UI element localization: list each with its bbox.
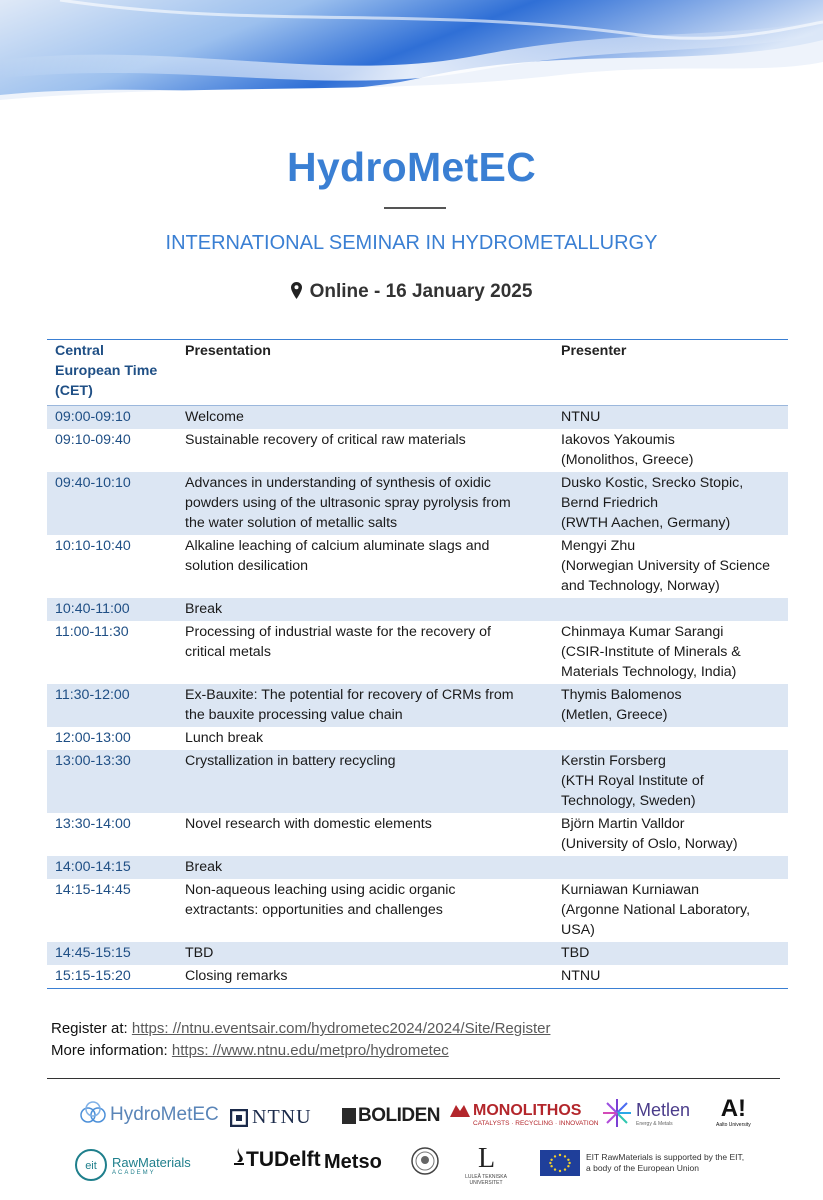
academy-text: ACADEMY <box>112 1169 156 1176</box>
registration-links <box>51 1018 550 1062</box>
row-time: 10:40-11:00 <box>55 601 130 617</box>
row-presenter: Thymis Balomenos (Metlen, Greece) <box>561 687 682 723</box>
row-presentation: Ex-Bauxite: The potential for recovery of CRMs from the bauxite processing value chain <box>185 687 514 723</box>
table-row <box>47 965 788 988</box>
row-presenter: TBD <box>561 945 590 961</box>
row-presentation: Lunch break <box>185 730 264 746</box>
row-time: 13:30-14:00 <box>55 816 131 832</box>
register-link[interactable]: https: //ntnu.eventsair.com/hydrometec2024/2024/Site/Register <box>131 1020 551 1037</box>
tudelft-logo-text: TUDelft <box>246 1148 321 1171</box>
tudelft-flame-icon <box>232 1148 246 1172</box>
monolithos-tagline: CATALYSTS · RECYCLING · INNOVATION <box>473 1120 599 1127</box>
row-presentation: Break <box>185 859 223 875</box>
row-presenter: Kerstin Forsberg (KTH Royal Institute of Technology, Sweden) <box>561 753 704 809</box>
table-row <box>47 879 788 942</box>
table-row <box>47 727 788 750</box>
hydrometec-rings-icon <box>78 1100 108 1130</box>
boliden-logo-text: BOLIDEN <box>358 1105 440 1126</box>
row-time: 12:00-13:00 <box>55 730 131 746</box>
row-presentation: Closing remarks <box>185 968 288 984</box>
ntnu-mark-icon <box>230 1109 248 1127</box>
table-row <box>47 535 788 598</box>
lulea-logo <box>456 1144 516 1186</box>
boliden-mark-icon <box>342 1108 356 1124</box>
column-header-time: Central European Time (CET) <box>55 343 158 399</box>
row-presenter: Kurniawan Kurniawan (Argonne National Laboratory, USA) <box>561 882 751 938</box>
register-label: Register at: <box>51 1020 132 1037</box>
eu-support-text: EIT RawMaterials is supported by the EIT, a body of the European Union <box>586 1152 745 1173</box>
partner-logos-row-2 <box>70 1142 770 1188</box>
partner-logos-row-1 <box>78 1096 768 1142</box>
table-header-row <box>47 340 788 406</box>
register-line <box>51 1018 550 1040</box>
row-time: 10:10-10:40 <box>55 538 131 554</box>
row-presenter: Iakovos Yakoumis (Monolithos, Greece) <box>561 432 694 468</box>
row-time: 15:15-15:20 <box>55 968 131 984</box>
row-time: 11:00-11:30 <box>55 624 129 640</box>
location-pin-icon <box>291 282 302 305</box>
row-time: 09:10-09:40 <box>55 432 131 448</box>
row-time: 09:40-10:10 <box>55 475 131 491</box>
table-row <box>47 429 788 472</box>
info-line <box>51 1040 550 1062</box>
table-row <box>47 750 788 813</box>
row-presentation: Novel research with domestic elements <box>185 816 432 832</box>
monolithos-logo-text: MONOLITHOS <box>473 1102 582 1119</box>
tudelft-logo <box>232 1148 321 1172</box>
lulea-text: LULEÅ TEKNISKA UNIVERSITET <box>465 1174 507 1186</box>
metso-logo-text: Metso <box>324 1151 382 1173</box>
location-date-text: Online - 16 January 2025 <box>309 281 533 302</box>
metso-logo <box>324 1151 382 1174</box>
rawmaterials-text: RawMaterials <box>112 1154 191 1170</box>
row-presentation: TBD <box>185 945 214 961</box>
seminar-subtitle: INTERNATIONAL SEMINAR IN HYDROMETALLURGY <box>165 232 658 254</box>
hydrometec-logo <box>78 1100 219 1130</box>
university-seal-logo <box>410 1146 440 1176</box>
ntnu-logo <box>230 1106 312 1129</box>
table-row <box>47 856 788 879</box>
title-divider <box>384 207 446 209</box>
row-time: 14:45-15:15 <box>55 945 131 961</box>
eu-support-logo <box>540 1150 744 1176</box>
row-presentation: Sustainable recovery of critical raw materials <box>185 432 466 448</box>
metlen-logo-text: Metlen <box>636 1099 691 1120</box>
row-presentation: Break <box>185 601 223 617</box>
page-title: HydroMetEC <box>286 144 537 190</box>
row-time: 11:30-12:00 <box>55 687 130 703</box>
table-body <box>47 406 788 988</box>
table-row <box>47 942 788 965</box>
row-presentation: Crystallization in battery recycling <box>185 753 396 769</box>
row-time: 14:00-14:15 <box>55 859 131 875</box>
lulea-l-glyph: L <box>478 1143 496 1174</box>
row-time: 09:00-09:10 <box>55 409 131 425</box>
metlen-tagline: Energy & Metals <box>636 1120 673 1127</box>
row-presentation: Non-aqueous leaching using acidic organic extractants: opportunities and challenges <box>185 882 456 918</box>
aalto-logo <box>716 1096 751 1128</box>
table-row <box>47 813 788 856</box>
table-row <box>47 621 788 684</box>
row-presenter: Dusko Kostic, Srecko Stopic, Bernd Friedrich (RWTH Aachen, Germany) <box>561 475 744 531</box>
row-presenter <box>561 598 788 621</box>
boliden-logo <box>342 1105 440 1127</box>
row-time: 13:00-13:30 <box>55 753 131 769</box>
row-presentation: Processing of industrial waste for the recovery of critical metals <box>185 624 491 660</box>
monolithos-logo <box>450 1102 598 1127</box>
info-link[interactable]: https: //www.ntnu.edu/metpro/hydrometec <box>171 1042 449 1059</box>
row-presentation: Alkaline leaching of calcium aluminate slags and solution desilication <box>185 538 490 574</box>
aalto-logo-text: A! <box>720 1095 747 1122</box>
column-header-presenter: Presenter <box>561 343 627 359</box>
footer-divider <box>47 1078 780 1079</box>
row-presenter: Chinmaya Kumar Sarangi (CSIR-Institute of Minerals & Materials Technology, India) <box>561 624 741 680</box>
ntnu-logo-text: NTNU <box>252 1106 312 1128</box>
row-presenter <box>561 727 788 750</box>
header-banner <box>0 0 823 100</box>
column-header-presentation: Presentation <box>185 343 271 359</box>
metlen-logo <box>602 1098 690 1128</box>
hydrometec-logo-text: HydroMetEC <box>110 1104 219 1125</box>
monolithos-mark-icon <box>450 1103 470 1119</box>
row-presenter: NTNU <box>561 968 601 984</box>
eit-rawmaterials-logo <box>74 1148 191 1182</box>
eu-flag-icon <box>540 1150 580 1176</box>
aalto-tagline: Aalto University <box>716 1122 751 1128</box>
event-location <box>0 281 823 305</box>
wave-banner-graphic <box>0 0 823 100</box>
row-presenter: Björn Martin Valldor (University of Oslo, Norway) <box>561 816 738 852</box>
table-row <box>47 472 788 535</box>
university-seal-icon <box>410 1146 440 1176</box>
eit-circle-icon <box>74 1148 108 1182</box>
row-presenter: Mengyi Zhu (Norwegian University of Science and Technology, Norway) <box>561 538 770 594</box>
row-presenter <box>561 856 788 879</box>
table-row <box>47 684 788 727</box>
metlen-burst-icon <box>602 1098 632 1128</box>
table-row <box>47 598 788 621</box>
row-presentation: Welcome <box>185 409 244 425</box>
row-presenter: NTNU <box>561 409 601 425</box>
schedule-table <box>47 339 788 989</box>
table-row <box>47 406 788 429</box>
row-presentation: Advances in understanding of synthesis of oxidic powders using of the ultrasonic spray pyrolysis from the water solution of metallic salts <box>185 475 511 531</box>
row-time: 14:15-14:45 <box>55 882 131 898</box>
info-label: More information: <box>51 1042 172 1059</box>
eit-icon-text: eit <box>85 1160 97 1172</box>
